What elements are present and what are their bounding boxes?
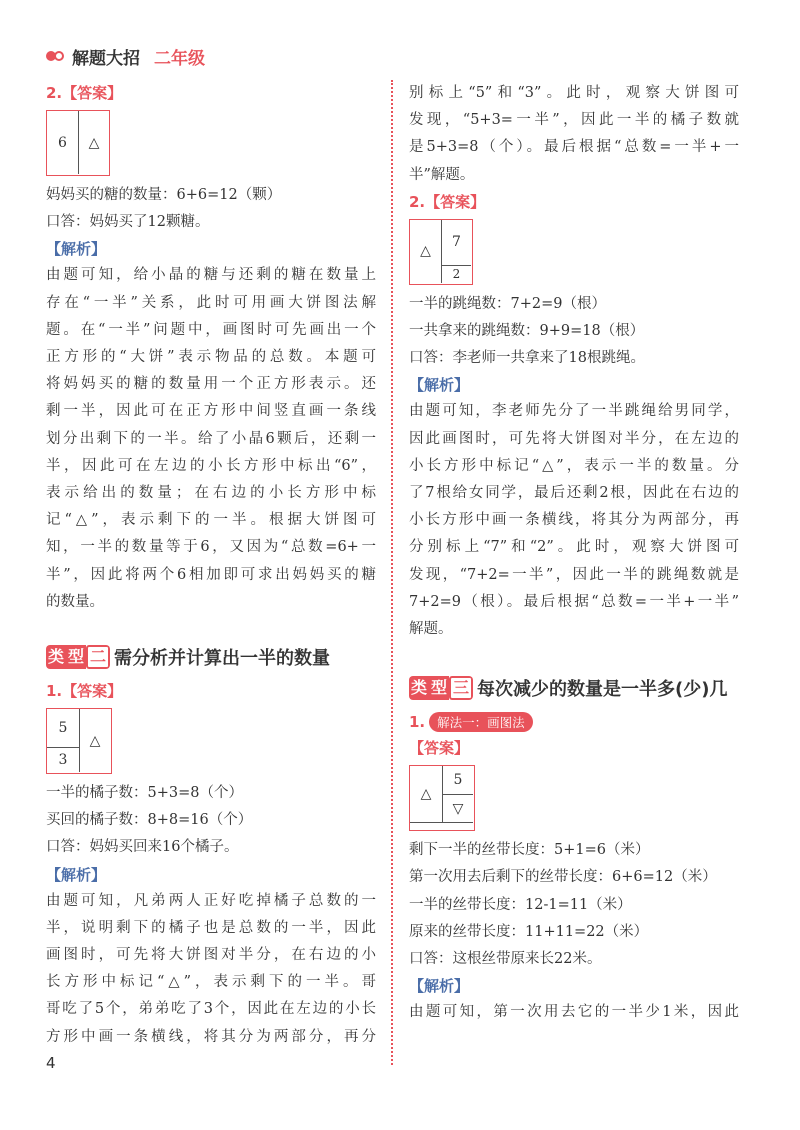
analysis-line: 题。在“一半”问题中，画图时可先画出一个 [46, 321, 376, 338]
type2-title: 需分析并计算出一半的数量 [114, 648, 331, 670]
analysis-line: 分别标上“7”和“2”。此时，观察大饼图可 [409, 539, 739, 556]
diagram-cell-top-right: 5 [442, 766, 473, 794]
t2q1-answer-line: 买回的橘子数：8+8=16（个） [46, 812, 253, 829]
q2-answer-line: 一共拿来的跳绳数：9+9=18（根） [409, 323, 645, 340]
analysis-line: 因此画图时，可先将大饼图对半分，在左边的 [409, 430, 739, 447]
right-column [409, 80, 739, 1026]
q2-analysis-tag: 【解析】 [409, 376, 470, 395]
analysis-line: 剩一半，因此可在正方形中间竖直画一条线 [46, 403, 376, 420]
analysis-line: 发现，“5+3=一半”，因此一半的橘子数就 [409, 112, 739, 129]
diagram-cell-left: △ [420, 786, 432, 803]
t2q1-analysis [46, 888, 376, 1051]
t3-answer-line: 第一次用去后剩下的丝带长度：6+6=12（米） [409, 869, 717, 886]
t3-pie-diagram [409, 765, 475, 831]
q2-analysis-tag: 【解析】 [46, 240, 107, 259]
diagram-cell-top-right: 7 [441, 220, 471, 265]
analysis-line: 是5+3=8（个）。最后根据“总数=一半+一 [409, 139, 739, 156]
t2q1-answer-heading: 1.【答案】 [46, 682, 123, 701]
method-label: 解法一：画图法 [429, 712, 533, 732]
diagram-cell-left: 6 [58, 134, 67, 151]
analysis-line: 小长方形中标记“△”，表示一半的数量。分 [409, 457, 739, 474]
analysis-line: 半”解题。 [409, 166, 475, 183]
analysis-line: 正方形的“大饼”表示物品的总数。本题可 [46, 349, 376, 366]
header-dots-icon [46, 50, 66, 62]
badge-num: 二 [86, 645, 110, 669]
badge-char: 类 [46, 645, 66, 669]
q2-answer-line: 口答：妈妈买了12颗糖。 [46, 214, 210, 231]
t3-analysis-tag: 【解析】 [409, 977, 470, 996]
analysis-line: 划分出剩下的一半。给了小晶6颗后，还剩一 [46, 430, 376, 447]
method-number: 1. [409, 713, 426, 732]
analysis-line: 存在“一半”关系，此时可用画大饼图法解 [46, 294, 376, 311]
analysis-line: 方形中画一条横线，将其分为两部分，再分 [46, 1028, 376, 1045]
analysis-line: 7+2=9（根）。最后根据“总数=一半+一半” [409, 593, 739, 610]
q2-pie-diagram [409, 219, 473, 285]
method-heading [409, 709, 739, 735]
type3-badge [409, 676, 473, 700]
analysis-line: 记“△”，表示剩下的一半。根据大饼图可 [46, 512, 376, 529]
analysis-line: 半”，因此将两个6相加即可求出妈妈买的糖 [46, 566, 376, 583]
badge-char: 类 [409, 676, 429, 700]
diagram-cell-strip [410, 822, 473, 829]
t2q1-answer-line: 口答：妈妈买回来16个橘子。 [46, 839, 239, 856]
t3-answer-line: 口答：这根丝带原来长22米。 [409, 951, 602, 968]
continued-analysis [409, 80, 739, 189]
analysis-line: 半，因此可在左边的小长方形中标出“6”， [46, 457, 376, 474]
diagram-cell-bottom-left: 3 [47, 747, 79, 772]
analysis-line: 了7根给女同学，最后还剩2根，因此在右边的 [409, 485, 739, 502]
diagram-cell-bottom-right: ▽ [442, 794, 473, 822]
header-title: 解题大招 [72, 48, 140, 69]
q2-answer-line: 妈妈买的糖的数量：6+6=12（颗） [46, 187, 282, 203]
diagram-cell-bottom-right: 2 [441, 265, 471, 283]
analysis-line: 表示给出的数量；在右边的小长方形中标 [46, 485, 376, 502]
t3-answer-line: 原来的丝带长度：11+11=22（米） [409, 923, 649, 940]
analysis-line: 哥吃了5个，弟弟吃了3个，因此在左边的小长 [46, 1001, 376, 1018]
analysis-line: 画图时，可先将大饼图对半分，在右边的小 [46, 947, 376, 964]
q2-answer-line: 口答：李老师一共拿来了18根跳绳。 [409, 350, 645, 367]
analysis-line: 小长方形中画一条横线，将其分为两部分，再 [409, 512, 739, 529]
diagram-cell-right: △ [79, 709, 110, 772]
type2-badge [46, 645, 110, 669]
analysis-line: 的数量。 [46, 593, 104, 610]
badge-char: 型 [66, 645, 86, 669]
page-number: 4 [46, 1054, 56, 1072]
analysis-line: 由题可知，李老师先分了一半跳绳给男同学， [409, 403, 739, 420]
type3-heading [409, 673, 739, 703]
analysis-line: 由题可知，凡弟两人正好吃掉橘子总数的一 [46, 892, 376, 909]
t2q1-analysis-tag: 【解析】 [46, 865, 107, 884]
analysis-line: 长方形中标记“△”，表示剩下的一半。哥 [46, 974, 376, 991]
q2-answer-line: 一半的跳绳数：7+2=9（根） [409, 295, 606, 312]
q2-pie-diagram [46, 110, 110, 176]
t2q1-pie-diagram [46, 708, 112, 774]
t3-answer-line: 剩下一半的丝带长度：5+1=6（米） [409, 842, 650, 859]
q2-analysis [409, 398, 739, 643]
analysis-line: 由题可知，给小晶的糖与还剩的糖在数量上 [46, 267, 376, 284]
diagram-cell-top-left: 5 [58, 720, 68, 737]
analysis-line: 解题。 [409, 621, 453, 638]
diagram-cell-right: △ [78, 111, 109, 174]
column-divider [391, 80, 393, 1065]
page-header [46, 44, 205, 68]
badge-num: 三 [449, 676, 473, 700]
t3-answer-line: 一半的丝带长度：12-1=11（米） [409, 896, 632, 913]
analysis-line: 将妈妈买的糖的数量用一个正方形表示。还 [46, 376, 376, 393]
analysis-line: 别标上“5”和“3”。此时，观察大饼图可 [409, 85, 739, 101]
q2-analysis [46, 262, 376, 616]
header-grade: 二年级 [154, 48, 205, 69]
analysis-line: 半，说明剩下的橘子也是总数的一半，因此 [46, 919, 376, 936]
left-column [46, 80, 376, 1051]
analysis-line: 发现，“7+2=一半”，因此一半的跳绳数就是 [409, 566, 739, 583]
analysis-line: 由题可知，第一次用去它的一半少1米，因此 [409, 1004, 739, 1021]
t3-answer-heading: 【答案】 [409, 739, 470, 758]
q2-answer-heading: 2.【答案】 [409, 192, 486, 211]
type3-title: 每次减少的数量是一半多(少)几 [477, 679, 728, 701]
analysis-line: 知，一半的数量等于6，又因为“总数=6+一 [46, 539, 376, 556]
badge-char: 型 [429, 676, 449, 700]
diagram-cell-left: △ [420, 243, 431, 260]
type2-heading [46, 642, 376, 672]
t2q1-answer-line: 一半的橘子数：5+3=8（个） [46, 785, 243, 802]
q2-answer-heading: 2.【答案】 [46, 84, 123, 102]
